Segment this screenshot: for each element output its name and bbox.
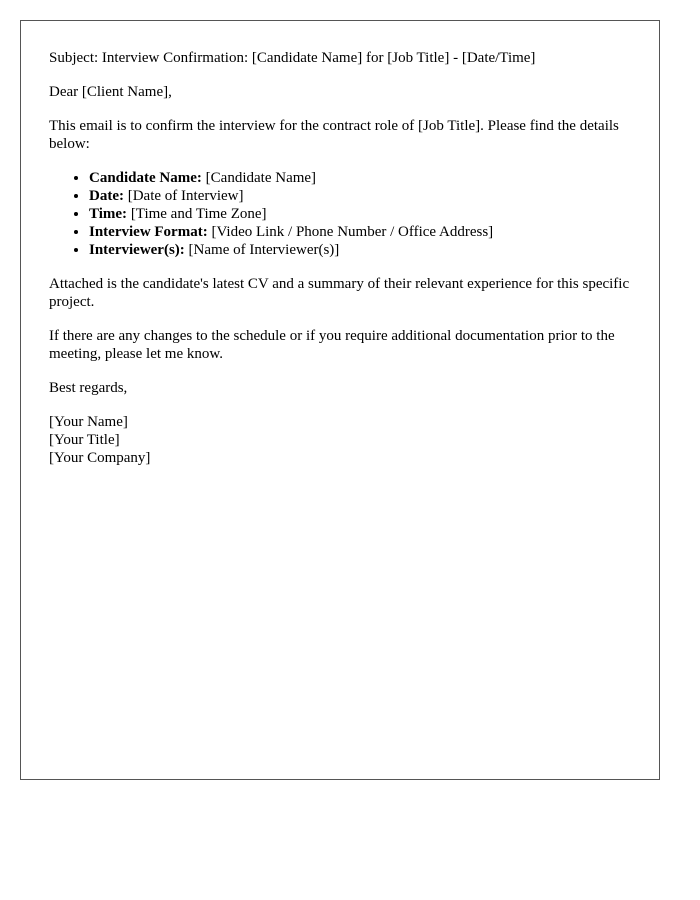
detail-label: Interviewer(s): xyxy=(89,242,185,258)
detail-value: [Candidate Name] xyxy=(201,170,317,186)
signature-title: [Your Title] xyxy=(49,432,120,448)
detail-value: [Video Link / Phone Number / Office Address] xyxy=(207,224,494,240)
detail-value: [Date of Interview] xyxy=(123,188,244,204)
detail-label: Interview Format: xyxy=(89,224,208,240)
interview-details-list xyxy=(49,169,631,259)
signature-block xyxy=(49,413,631,467)
detail-value: [Name of Interviewer(s)] xyxy=(184,242,340,258)
signature-company: [Your Company] xyxy=(49,450,151,466)
email-intro: This email is to confirm the interview for the contract role of [Job Title]. Please find the details below: xyxy=(49,118,619,152)
detail-label: Candidate Name: xyxy=(89,170,202,186)
detail-item-date xyxy=(89,187,631,205)
detail-label: Time: xyxy=(89,206,128,222)
detail-item-candidate-name xyxy=(89,169,631,187)
signature-name: [Your Name] xyxy=(49,414,128,430)
detail-item-time xyxy=(89,205,631,223)
detail-value: [Time and Time Zone] xyxy=(127,206,267,222)
email-subject: Subject: Interview Confirmation: [Candidate Name] for [Job Title] - [Date/Time] xyxy=(49,50,536,66)
email-greeting: Dear [Client Name], xyxy=(49,84,172,100)
detail-label: Date: xyxy=(89,188,124,204)
letter-document xyxy=(20,20,660,780)
detail-item-interviewers xyxy=(89,241,631,259)
email-closing: Best regards, xyxy=(49,380,128,396)
attachment-note: Attached is the candidate's latest CV and a summary of their relevant experience for this specific project. xyxy=(49,276,630,310)
detail-item-interview-format xyxy=(89,223,631,241)
changes-note: If there are any changes to the schedule or if you require additional documentation prior to the meeting, please let me know. xyxy=(49,328,615,362)
